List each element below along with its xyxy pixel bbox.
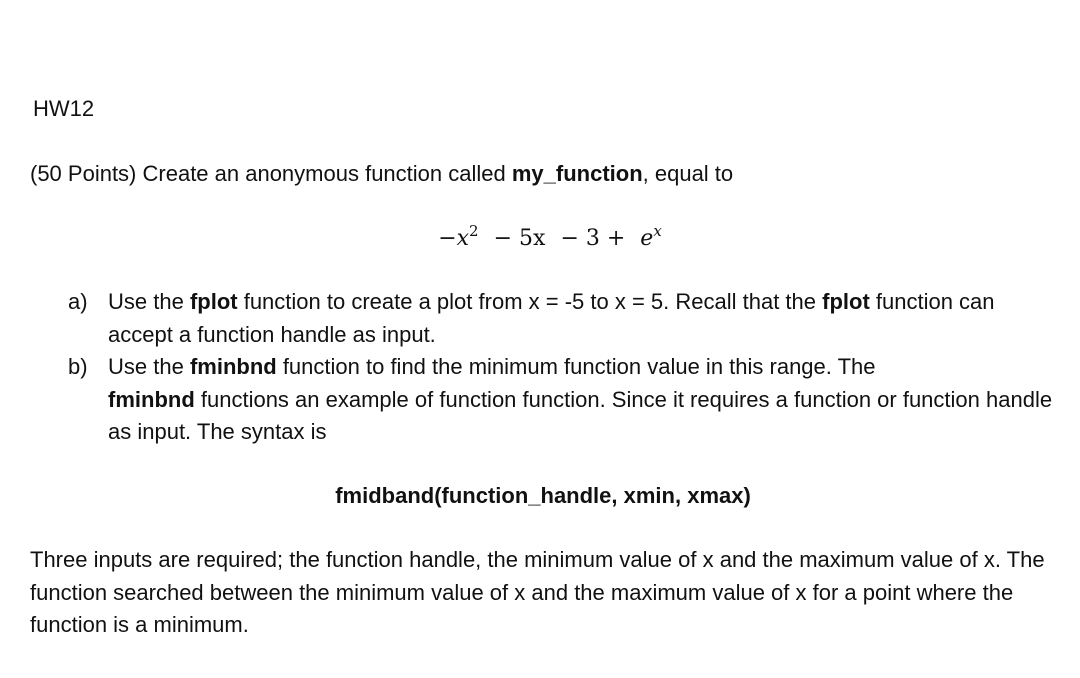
- equation-exponent-2: 2: [469, 222, 479, 240]
- task-list: [68, 286, 1058, 449]
- equation-minus-3: − 3 +: [560, 226, 626, 251]
- item-b-text-3: functions an example of function function. Since it requires a function or function handle as input. The syntax is: [108, 386, 1053, 444]
- closing-paragraph: Three inputs are required; the function handle, the minimum value of x and the maximum value of x. The function searched between the minimum value of x and the maximum value of x for a point where the function is a minimum.: [30, 547, 1045, 637]
- item-a-bold-fplot-2: fplot: [822, 289, 870, 314]
- item-a-text-1: Use the: [108, 289, 190, 314]
- syntax-example: fmidband(function_handle, xmin, xmax): [335, 483, 751, 508]
- intro-text-before: Create an anonymous function called: [136, 161, 512, 186]
- item-b-text-1: Use the: [108, 354, 190, 379]
- list-item: [68, 286, 1058, 351]
- function-name: my_function: [511, 161, 643, 186]
- problem-statement: [30, 158, 733, 190]
- function-equation: [0, 224, 1080, 254]
- list-marker-a: a): [68, 289, 88, 314]
- list-marker-b: b): [68, 354, 88, 379]
- item-b-bold-fminbnd-1: fminbnd: [189, 354, 277, 379]
- points-label: (50 Points): [30, 161, 137, 186]
- item-a-text-3: function can accept a function handle as input.: [108, 289, 995, 347]
- equation-neg-x: −x: [438, 226, 470, 251]
- list-item: [68, 351, 1058, 449]
- item-b-bold-fminbnd-2: fminbnd: [108, 386, 195, 412]
- equation-exponent-x: x: [653, 222, 662, 240]
- homework-title: HW12: [33, 96, 95, 121]
- equation-e: e: [640, 226, 654, 251]
- item-a-text-2: function to create a plot from x = -5 to x = 5. Recall that the: [237, 289, 823, 314]
- equation-minus-5x: − 5x: [493, 226, 546, 251]
- item-b-text-2: function to find the minimum function value in this range. The: [276, 354, 876, 379]
- intro-text-after: , equal to: [642, 161, 734, 186]
- item-a-bold-fplot-1: fplot: [189, 289, 238, 314]
